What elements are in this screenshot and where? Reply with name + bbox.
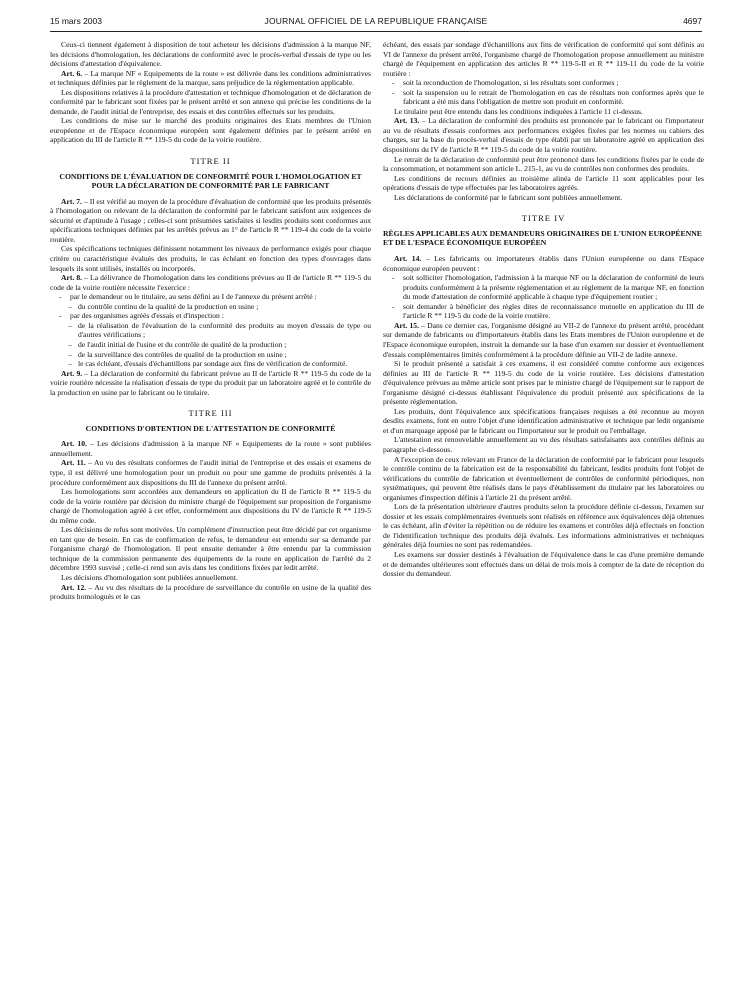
- header-page-number: 4697: [683, 16, 702, 26]
- article-label: Art. 9.: [61, 368, 83, 378]
- paragraph: Ces spécifications techniques définissent notamment les niveaux de performance exigés pour chaque critère ou caractéristique évalués des produits, le cas échéant en fonction des types d'ouvrages dans lesquels ils sont utilisés, installés ou incorporés.: [50, 244, 371, 273]
- paragraph: Les conditions de recours définies au troisième alinéa de l'article 11 sont applicables pour les opérations d'essais de type effectuées par les laboratoires agréés.: [383, 173, 704, 193]
- list-item: - par le demandeur ou le titulaire, au sens défini au I de l'annexe du présent arrêté :: [50, 292, 371, 302]
- section-heading: RÈGLES APPLICABLES AUX DEMANDEURS ORIGINAIRES DE L'UNION EUROPÉENNE ET DE L'ESPACE ÉCONOMIQUE EUROPÉEN: [383, 228, 702, 248]
- article-text: – La déclaration de conformité des produits est prononcée par le fabricant ou l'importateur au vu de résultats d'essais conformes aux performances exigées fixées par les normes ou cahiers des charges, sur la base du procès-verbal d'essais de type établi par un laboratoire agréé en application des dispositions du IV de l'article R ** 119-5 du code de la voirie routière.: [383, 116, 704, 155]
- titre-heading: TITRE III: [188, 408, 233, 419]
- header-journal-title: JOURNAL OFFICIEL DE LA REPUBLIQUE FRANÇAISE: [264, 16, 488, 26]
- list-item: – du contrôle continu de la qualité de la production en usine ;: [50, 302, 371, 312]
- titre-heading: TITRE IV: [521, 213, 566, 224]
- article-label: Art. 11.: [61, 458, 86, 468]
- paragraph: Les dispositions relatives à la procédure d'attestation et technique d'homologation et de déclaration de conformité par le fabricant sont fixées par le présent arrêté et son annexe qui précise les conditions de la demande, de l'audit initial de l'entreprise, des essais et des contrôles effectués sur les produits.: [50, 87, 371, 116]
- article-6: [50, 69, 371, 88]
- article-text: – Dans ce dernier cas, l'organisme désigné au VII-2 de l'annexe du présent arrêté, procédant sur demande de fabricants ou d'importateurs établis dans les Etats membres de l'Union européenne et de l'Espace économique européen, instruit la demande sur la base d'un examen sur dossier et éventuellement d'essais complémentaires limités conformément à la procédure définie au VII-2 de ladite annexe.: [383, 320, 704, 359]
- paragraph: Si le produit présenté a satisfait à ces examens, il est considéré comme conforme aux exigences définies au III de l'article R ** 119-5 du code de la voirie routière. Les décisions d'attestation d'équivalence prévues au même article sont prises par le ministre chargé de l'équipement sur le rapport de l'organisme désigné ci-dessus établissant l'équivalence du produit présenté aux spécifications de la présente réglementation.: [383, 359, 704, 407]
- page-header: [50, 16, 702, 30]
- article-9: [50, 369, 371, 398]
- article-text: – Au vu des résultats conformes de l'audit initial de l'entreprise et des essais et examens de type, il est délivré une homologation pour un produit ou pour une gamme de produits présentés à la procédure conformément aux dispositions du III de l'annexe du présent arrêté.: [50, 458, 371, 487]
- list-item: – de la surveillance des contrôles de qualité de la production en usine ;: [50, 350, 371, 360]
- article-10: [50, 439, 371, 458]
- article-label: Art. 15.: [394, 320, 419, 330]
- article-14: [383, 254, 704, 273]
- paragraph: Les examens sur dossier destinés à l'évaluation de l'équivalence dans le cas d'une première demande et de demandes ultérieures sont effectués dans un délai de trois mois à compter de la date de réception du dossier du demandeur.: [383, 549, 704, 579]
- list-item: - soit solliciter l'homologation, l'admission à la marque NF ou la déclaration de conformité de leurs produits conformément à la présente réglementation et au règlement de la marque NF, en fonction du mode d'attestation de conformité applicable à chaque type d'équipement routier ;: [383, 273, 704, 302]
- titre-heading: TITRE II: [190, 156, 231, 167]
- article-8: [50, 273, 371, 292]
- article-text: – La marque NF « Equipements de la route » est délivrée dans les conditions administratives et techniques définies par le règlement de la marque, sans préjudice de la réglementation applicable.: [50, 68, 371, 88]
- paragraph: Ceux-ci tiennent également à disposition de tout acheteur les décisions d'admission à la marque NF, les décisions d'homologation, les déclarations de conformité avec le procès-verbal d'essais de type ou les décisions d'attestation d'équivalence.: [50, 40, 371, 69]
- article-11: [50, 458, 371, 487]
- article-14-list: [383, 273, 704, 321]
- article-text: – Au vu des résultats de la procédure de surveillance du contrôle en usine de la qualité des produits homologués et le cas: [50, 582, 371, 602]
- list-item: - soit la reconduction de l'homologation, si les résultats sont conformes ;: [383, 78, 704, 88]
- article-label: Art. 13.: [394, 116, 420, 126]
- paragraph: Les décisions d'homologation sont publiées annuellement.: [61, 573, 238, 583]
- paragraph: Les conditions de mise sur le marché des produits originaires des Etats membres de l'Union européenne et de l'Espace économique européen sont également définies par le présent arrêté en application du III de l'article R ** 119-5 du code de la voirie routière.: [50, 116, 371, 145]
- article-label: Art. 14.: [394, 254, 422, 264]
- article-text: – La délivrance de l'homologation dans les conditions prévues au II de l'article R ** 119-5 du code de la voirie routière nécessite l'exercice :: [50, 273, 371, 292]
- article-15: [383, 321, 704, 359]
- article-label: Art. 6.: [61, 68, 83, 78]
- paragraph: L'attestation est renouvelable annuellement au vu des résultats satisfaisants aux contrôles définis au paragraphe ci-dessous.: [383, 435, 704, 454]
- list-item: – le cas échéant, d'essais d'échantillons par sondage aux fins de vérification de conformité.: [50, 359, 371, 369]
- article-13: [383, 116, 704, 154]
- paragraph: Lors de la présentation ultérieure d'autres produits selon la procédure définie ci-dessus, l'examen sur dossier et les essais complémentaires éventuels sont réalisés en référence aux équivalences déjà obtenues le cas échéant, afin d'éviter la répétition ou de réduire les examens et contrôles déjà effectués en fonction de l'identification technique des produits déjà évalués. Les informations administratives et techniques générales déjà fournies ne sont pas redemandées.: [383, 502, 704, 550]
- list-item: - par des organismes agréés d'essais et d'inspection :: [50, 311, 371, 321]
- article-label: Art. 12.: [61, 582, 87, 592]
- list-item: - soit demander à bénéficier des règles dites de reconnaissance mutuelle en application du III de l'article R ** 119-5 du code de la voirie routière.: [383, 302, 704, 321]
- paragraph: Les homologations sont accordées aux demandeurs en application du II de l'article R ** 119-5 du code de la voirie routière par décision du ministre chargé de l'équipement sur proposition de l'organisme chargé de l'homologation agréé à cet effet, conformément aux dispositions du IV de l'article R ** 119-5 du même code.: [50, 487, 371, 525]
- article-7: [50, 197, 371, 245]
- article-text: – Les décisions d'admission à la marque NF « Equipements de la route » sont publiées annuellement.: [50, 439, 371, 458]
- left-column: [50, 40, 371, 985]
- article-text: – Les fabricants ou importateurs établis dans l'Union européenne ou dans l'Espace économique européen peuvent :: [383, 254, 704, 273]
- article-label: Art. 7.: [61, 196, 82, 206]
- article-text: – La déclaration de conformité du fabricant prévue au II de l'article R ** 119-5 du code de la voirie routière nécessite la réalisation d'essais de type du produit par un laboratoire agréé et le contrôle de la production en usine par le fabricant ou le titulaire.: [50, 368, 371, 397]
- article-label: Art. 8.: [61, 273, 83, 283]
- paragraph: Le retrait de la déclaration de conformité peut être prononcé dans les conditions fixées par le code de la consommation, et notamment son article L. 215-1, au vu de contrôles non conformes des produits.: [383, 154, 704, 174]
- paragraph: Les produits, dont l'équivalence aux spécifications françaises requises a été reconnue au moyen desdits examens, font en outre l'objet d'une identification administrative et technique par ledit organisme et d'un marquage apposé par le fabricant ou l'importateur sur le produit ou l'emballage.: [383, 406, 704, 435]
- list-item: – de la réalisation de l'évaluation de la conformité des produits au moyen d'essais de type ou d'autres vérifications ;: [50, 321, 371, 340]
- paragraph: Les décisions de refus sont motivées. Un complément d'instruction peut être décidé par cet organisme en tant que de besoin. En cas de confirmation de refus, le demandeur est entendu sur sa demande par l'organisme chargé de l'homologation. Il peut ensuite demander à être entendu par la commission technique de la commission permanente des équipements de la route en application de l'arrêté du 2 décembre 1993 susvisé ; celle-ci rend son avis dans les conditions fixées par ledit arrêté.: [50, 525, 371, 573]
- header-date: 15 mars 2003: [50, 16, 102, 26]
- article-8-list: [50, 292, 371, 368]
- article-label: Art. 10.: [61, 439, 87, 449]
- section-heading: CONDITIONS D'OBTENTION DE L'ATTESTATION DE CONFORMITÉ: [85, 423, 336, 433]
- list-item: – de l'audit initial de l'usine et du contrôle de qualité de la production ;: [50, 340, 371, 350]
- paragraph: échéant, des essais par sondage d'échantillons aux fins de vérification de conformité qui sont définis au VI de l'annexe du présent arrêté, l'organisme chargé de l'homologation propose annuellement au ministre chargé de l'équipement en application des articles R ** 119-5-II et R ** 119-11 du code de la voirie routière :: [383, 40, 704, 78]
- header-rule: [50, 31, 702, 32]
- article-text: – Il est vérifié au moyen de la procédure d'évaluation de conformité que les produits présentés à l'homologation ou relevant de la déclaration de conformité par le fabricant satisfont aux exigences de sécurité et d'aptitude à l'usage ; celles-ci sont présumées satisfaites si lesdits produits sont conformes aux spécifications techniques définies par les arrêtés prévus au 1° de l'article R ** 119-4 du code de la voirie routière.: [50, 196, 371, 244]
- paragraph: Les déclarations de conformité par le fabricant sont publiées annuellement.: [394, 192, 623, 202]
- section-heading: CONDITIONS DE L'ÉVALUATION DE CONFORMITÉ POUR L'HOMOLOGATION ET POUR LA DÉCLARATION DE CONFORMITÉ PAR LE FABRICANT: [59, 171, 362, 191]
- list-item: - soit la suspension ou le retrait de l'homologation en cas de résultats non conformes après que le fabricant a été mis dans l'obligation de mettre son produit en conformité.: [383, 88, 704, 107]
- article-12: [50, 583, 371, 602]
- paragraph: Le titulaire peut être entendu dans les conditions indiquées à l'article 11 ci-dessus.: [394, 106, 643, 116]
- homologation-outcome-list: [383, 78, 704, 107]
- paragraph: A l'exception de ceux relevant en France de la déclaration de conformité par le fabricant pour lesquels le contrôle continu de la fabrication est de la responsabilité du fabricant, lesdits produits font l'objet de vérifications du contrôle de fabrication et éventuellement de contrôles de conformité périodiques, non systématiques, qui peuvent être réalisés dans le pays d'établissement du titulaire par les laboratoires ou organismes d'inspection définis à l'article 21 du présent arrêté.: [383, 454, 704, 502]
- right-column: [383, 40, 704, 985]
